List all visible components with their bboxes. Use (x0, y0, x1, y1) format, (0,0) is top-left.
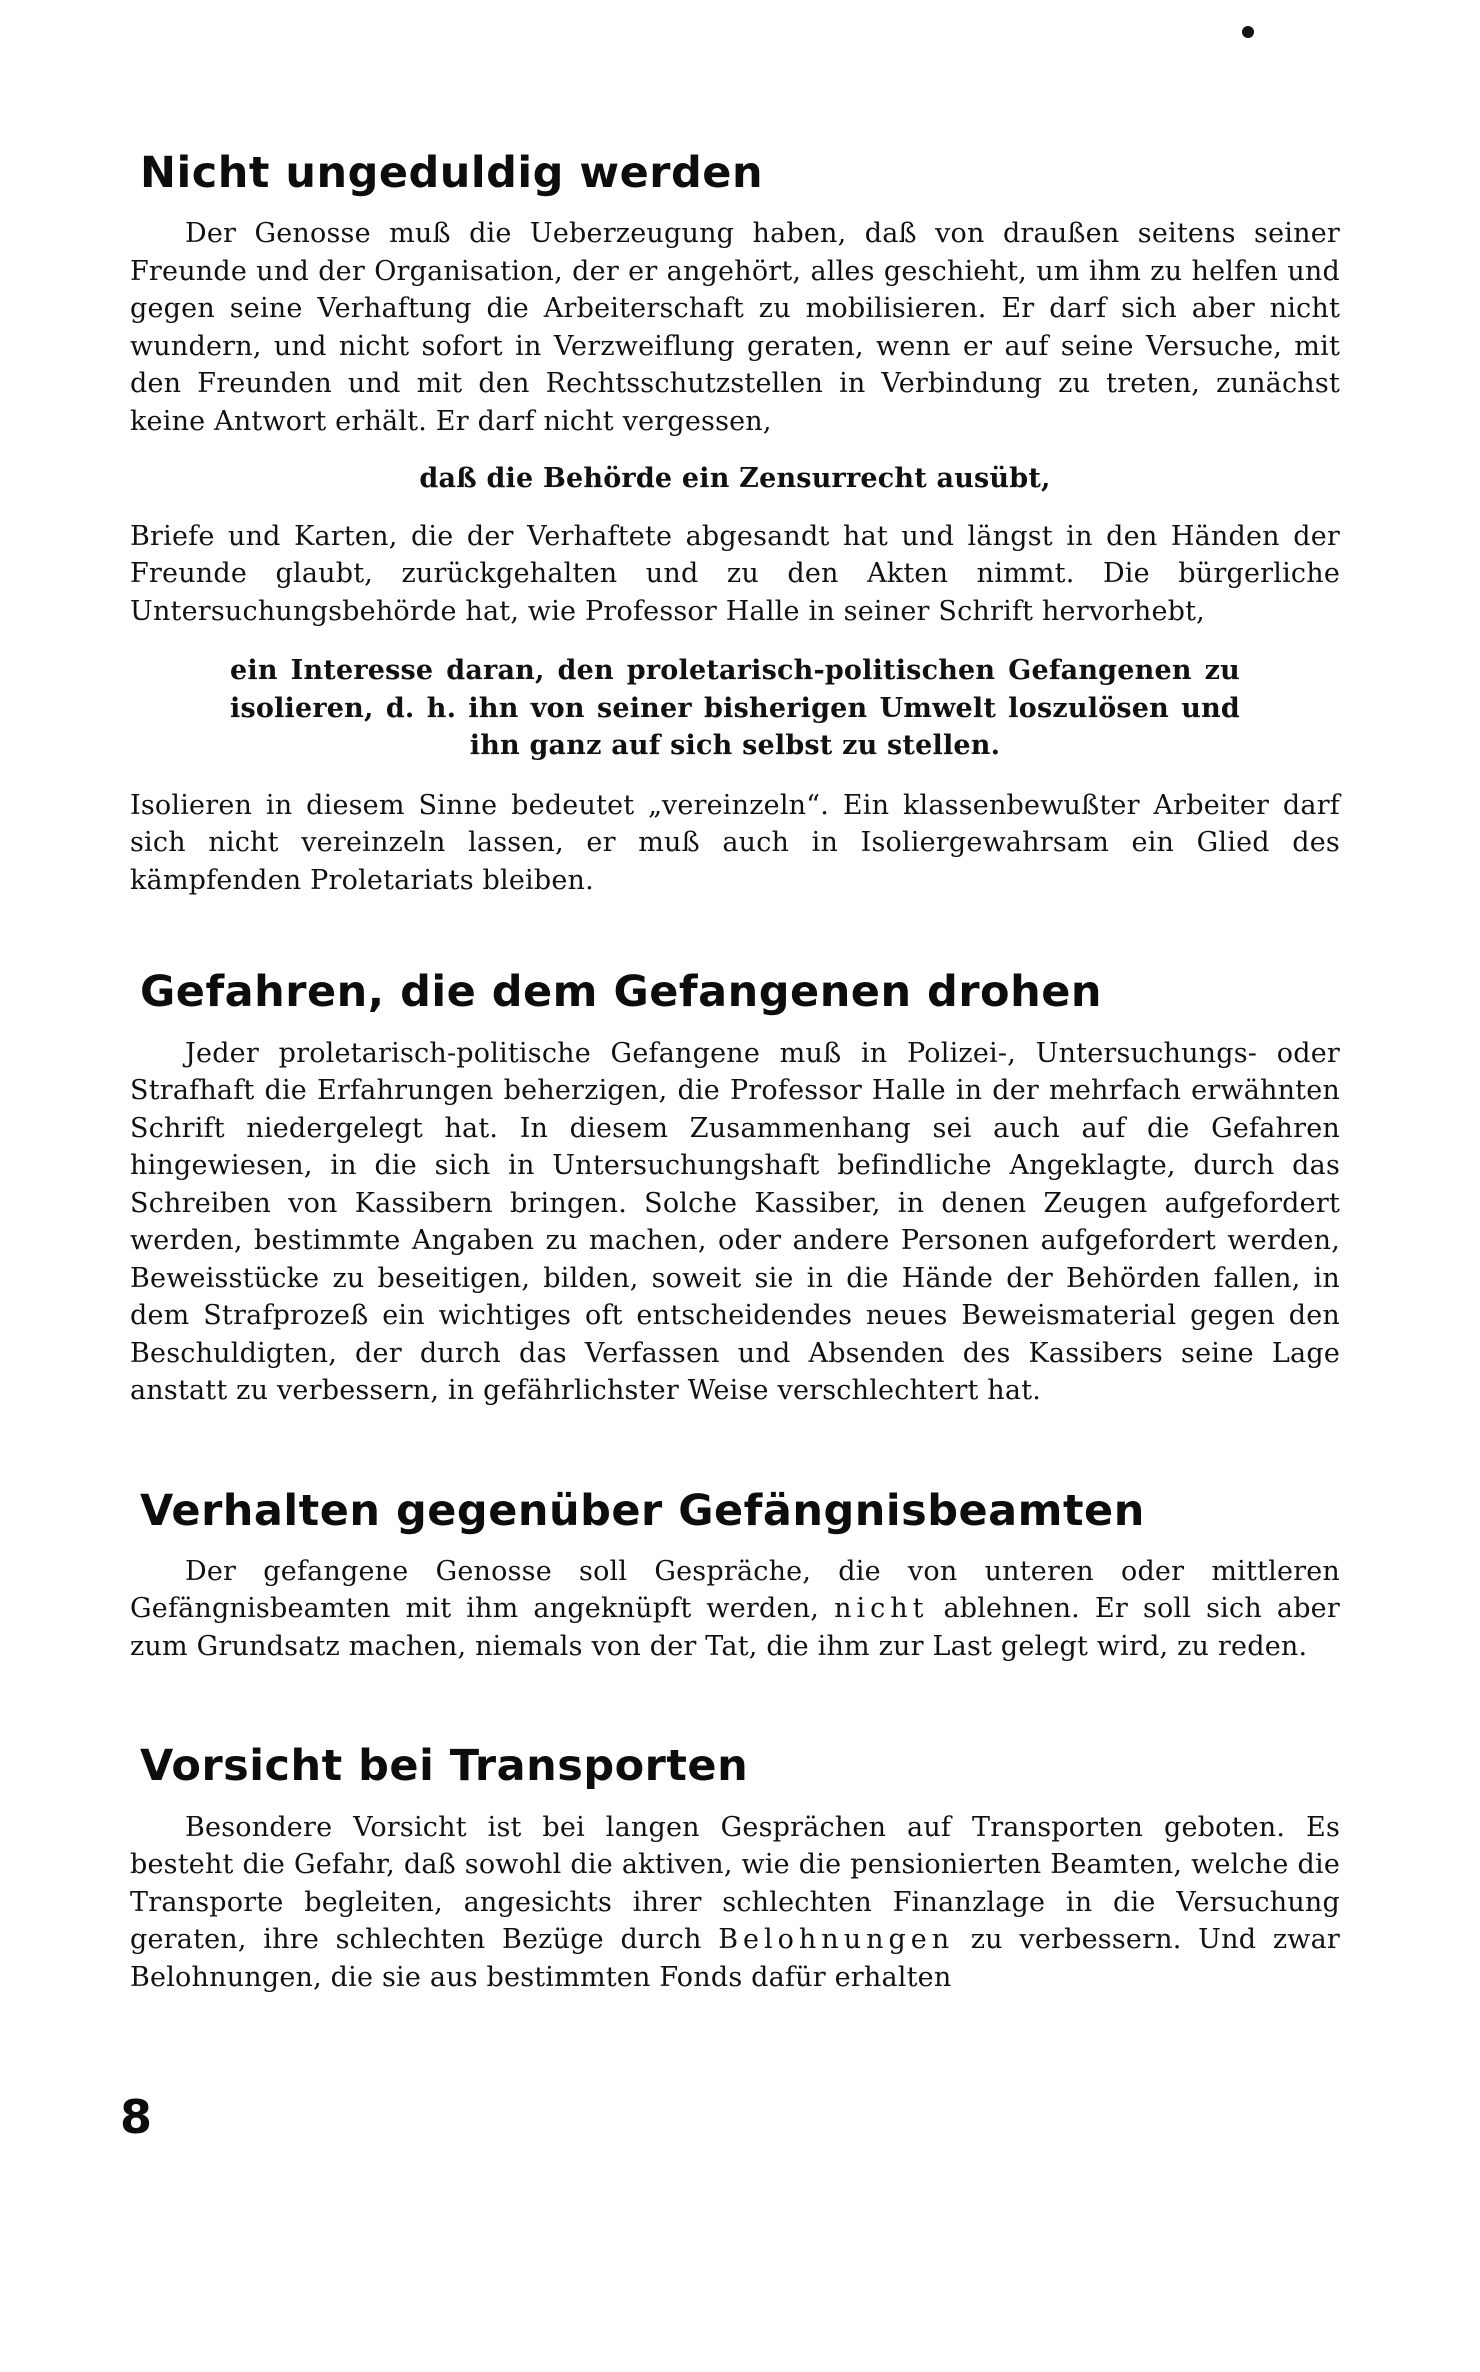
paragraph: Isolieren in diesem Sinne bedeutet „vereinzeln“. Ein klassenbewußter Arbeiter darf sich nicht vereinzeln lassen, er muß auch in Isoliergewahrsam ein Glied des kämpfenden Proletariats bleiben. (130, 789, 1340, 896)
section-verhalten (130, 1485, 1340, 1666)
centered-emphasis: daß die Behörde ein Zensurrecht ausübt, (419, 463, 1051, 495)
section-vorsicht (130, 1743, 1340, 1996)
section-heading: Nicht ungeduldig werden (140, 148, 764, 198)
paragraph-text: Besondere Vorsicht ist bei langen Gesprächen auf Transporten geboten. Es besteht die Gefahr, daß sowohl die aktiven, wie die pensionierten Beamten, welche die Transporte begleiten, angesichts ihrer schlechten Finanzlage in die Versuchung geraten, ihre schlechten Bezüge durch (130, 1811, 1340, 1956)
block-quote: ein Interesse daran, den proletarisch-politischen Gefangenen zu isolieren, d. h. ihn von seiner bisherigen Umwelt loszulösen und ihn ganz auf sich selbst zu stellen. (230, 655, 1240, 762)
paragraph-text: Der gefangene Genosse soll Gespräche, die von unteren oder mittleren Gefängnisbeamten mit ihm angeknüpft werden, (130, 1555, 1340, 1625)
section-heading: Vorsicht bei Transporten (140, 1741, 749, 1792)
section-gefahren (130, 969, 1340, 1409)
section-heading: Verhalten gegenüber Gefängnisbeamten (140, 1485, 1145, 1536)
paragraph-text: zu verbessern. Und zwar Belohnungen, die sie aus bestimmten Fonds dafür erhalten (130, 1924, 1340, 1993)
paragraph: Der Genosse muß die Ueberzeugung haben, daß von draußen seitens seiner Freunde und der Organisation, der er angehört, alles geschieht, um ihm zu helfen und gegen seine Verhaftung die Arbeiterschaft zu mobilisieren. Er darf sich aber nicht wundern, und nicht sofort in Verzweiflung geraten, wenn er auf seine Versuche, mit den Freunden und mit den Rechtsschutzstellen in Verbindung zu treten, zunächst keine Antwort erhält. Er darf nicht vergessen, (130, 218, 1340, 437)
paragraph (130, 1553, 1340, 1666)
section-nicht-ungeduldig (130, 150, 1340, 899)
paragraph: Briefe und Karten, die der Verhaftete abgesandt hat und längst in den Händen der Freunde glaubt, zurückgehalten und zu den Akten nimmt. Die bürgerliche Untersuchungsbehörde hat, wie Professor Halle in seiner Schrift hervorhebt, (130, 520, 1340, 627)
ink-dot (1242, 26, 1254, 38)
paragraph: Jeder proletarisch-politische Gefangene muß in Polizei-, Untersuchungs- oder Strafhaft die Erfahrungen beherzigen, die Professor Halle in der mehrfach erwähnten Schrift niedergelegt hat. In diesem Zusammenhang sei auch auf die Gefahren hingewiesen, in die sich in Untersuchungshaft befindliche Angeklagte, durch das Schreiben von Kassibern bringen. Solche Kassiber, in denen Zeugen aufgefordert werden, bestimmte Angaben zu machen, oder andere Personen aufgefordert werden, Beweisstücke zu beseitigen, bilden, soweit sie in die Hände der Behörden fallen, in dem Strafprozeß ein wichtiges oft entscheidendes neues Beweismaterial gegen den Beschuldigten, der durch das Verfassen und Absenden des Kassibers seine Lage anstatt zu verbessern, in gefährlichster Weise verschlechtert hat. (130, 1037, 1340, 1407)
page-number: 8 (120, 2090, 153, 2144)
paragraph-text: ablehnen. Er soll sich aber zum Grundsatz machen, niemals von der Tat, die ihm zur Last gelegt wird, zu reden. (130, 1593, 1340, 1662)
spaced-emphasis: Belohnungen (718, 1924, 955, 1956)
page-content (130, 150, 1340, 2074)
spaced-emphasis: nicht (834, 1593, 929, 1625)
section-heading: Gefahren, die dem Gefangenen drohen (140, 967, 1102, 1018)
paragraph (130, 1809, 1340, 1997)
